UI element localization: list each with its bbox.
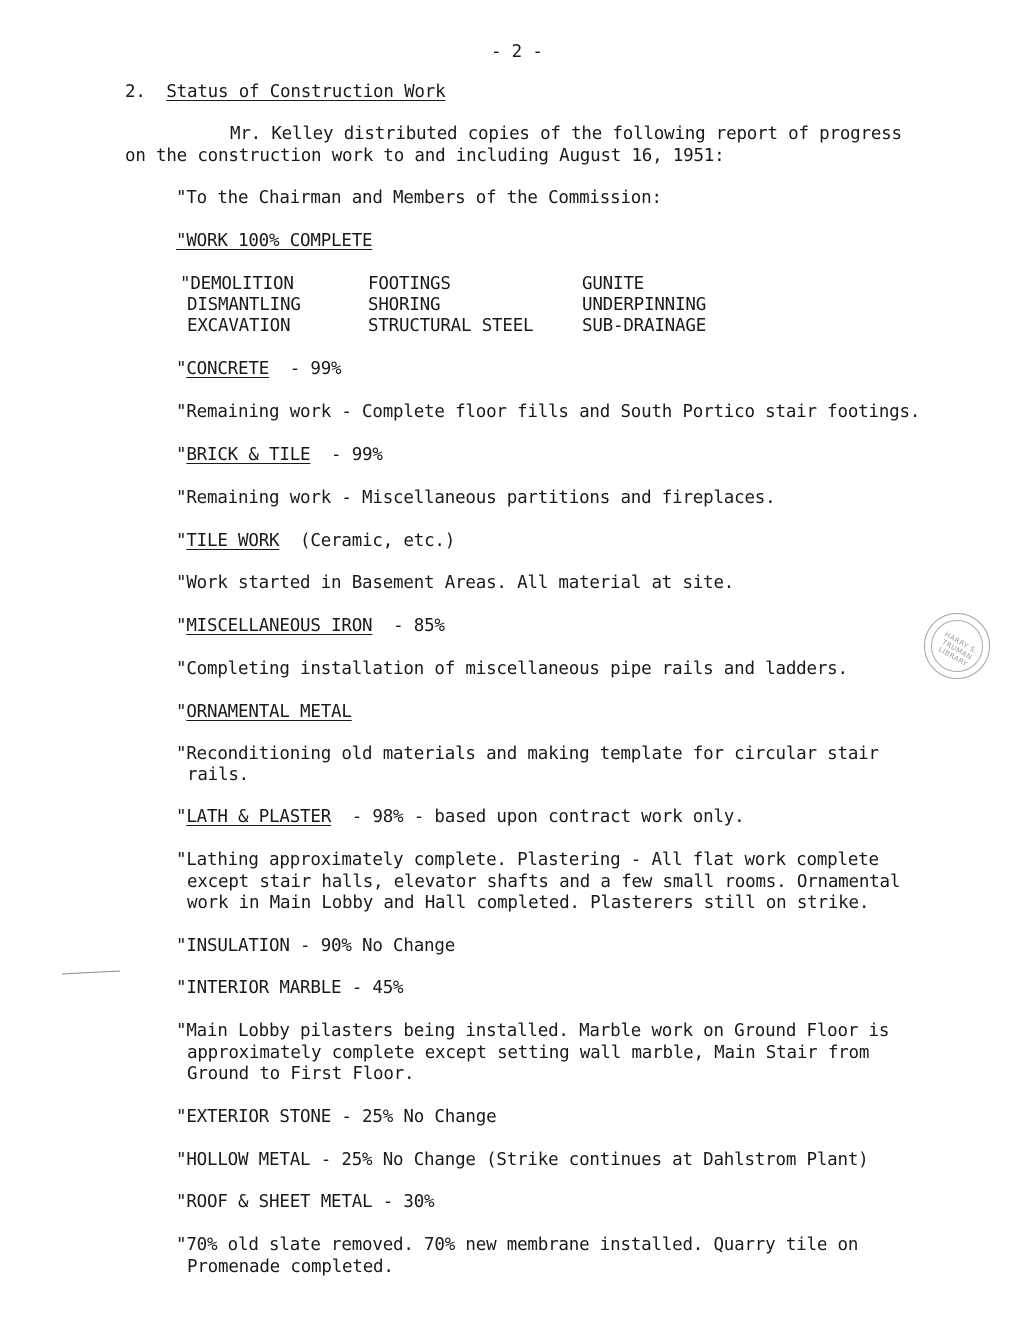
tile-note: "Work started in Basement Areas. All material at site.	[176, 573, 735, 593]
ornamental-note-line-2: rails.	[187, 765, 250, 785]
intro-line-2: on the construction work to and including August 16, 1951:	[125, 146, 725, 166]
exterior-stone-line: "EXTERIOR STONE - 25% No Change	[176, 1107, 497, 1127]
ornamental-note-line-1: "Reconditioning old materials and making template for circular stair	[176, 744, 879, 764]
lath-heading: "LATH & PLASTER - 98% - based upon contract work only.	[176, 807, 745, 827]
misc-iron-heading: "MISCELLANEOUS IRON - 85%	[176, 616, 445, 636]
misc-iron-note: "Completing installation of miscellaneous pipe rails and ladders.	[176, 659, 848, 679]
salutation: "To the Chairman and Members of the Commission:	[176, 188, 662, 208]
complete-item: "DEMOLITION	[180, 274, 294, 294]
complete-item: GUNITE	[582, 274, 645, 294]
roof-line: "ROOF & SHEET METAL - 30%	[176, 1192, 435, 1212]
section-heading	[125, 82, 445, 103]
roof-note-line-1: "70% old slate removed. 70% new membrane installed. Quarry tile on	[176, 1235, 859, 1255]
roof-note-line-2: Promenade completed.	[187, 1257, 394, 1277]
intro-line-1: Mr. Kelley distributed copies of the following report of progress	[230, 124, 902, 144]
margin-mark	[62, 970, 120, 974]
brick-note: "Remaining work - Miscellaneous partitions and fireplaces.	[176, 488, 776, 508]
stamp-text: HARRY S. TRUMAN LIBRARY	[936, 630, 979, 669]
tile-heading: "TILE WORK (Ceramic, etc.)	[176, 531, 456, 551]
complete-item: SUB-DRAINAGE	[582, 316, 707, 336]
page-number: - 2 -	[491, 42, 543, 62]
lath-note-line-1: "Lathing approximately complete. Plastering - All flat work complete	[176, 850, 879, 870]
marble-note-line-3: Ground to First Floor.	[187, 1064, 415, 1084]
library-stamp-icon	[924, 613, 990, 679]
marble-note-line-2: approximately complete except setting wall marble, Main Stair from	[187, 1043, 870, 1063]
concrete-heading: "CONCRETE - 99%	[176, 359, 342, 379]
complete-item: DISMANTLING	[187, 295, 301, 315]
complete-item: UNDERPINNING	[582, 295, 707, 315]
marble-note-line-1: "Main Lobby pilasters being installed. Marble work on Ground Floor is	[176, 1021, 890, 1041]
hollow-metal-line: "HOLLOW METAL - 25% No Change (Strike continues at Dahlstrom Plant)	[176, 1150, 869, 1170]
complete-item: STRUCTURAL STEEL	[368, 316, 534, 336]
complete-item: FOOTINGS	[368, 274, 451, 294]
complete-item: SHORING	[368, 295, 441, 315]
lath-note-line-3: work in Main Lobby and Hall completed. Plasterers still on strike.	[187, 893, 870, 913]
lath-note-line-2: except stair halls, elevator shafts and a few small rooms. Ornamental	[187, 872, 901, 892]
section-title: Status of Construction Work	[166, 82, 446, 102]
complete-heading: "WORK 100% COMPLETE	[176, 231, 373, 251]
section-number: 2.	[125, 82, 146, 102]
ornamental-heading: "ORNAMENTAL METAL	[176, 702, 352, 722]
complete-item: EXCAVATION	[187, 316, 291, 336]
concrete-note: "Remaining work - Complete floor fills and South Portico stair footings.	[176, 402, 921, 422]
interior-marble-line: "INTERIOR MARBLE - 45%	[176, 978, 404, 998]
brick-heading: "BRICK & TILE - 99%	[176, 445, 383, 465]
insulation-line: "INSULATION - 90% No Change	[176, 936, 456, 956]
